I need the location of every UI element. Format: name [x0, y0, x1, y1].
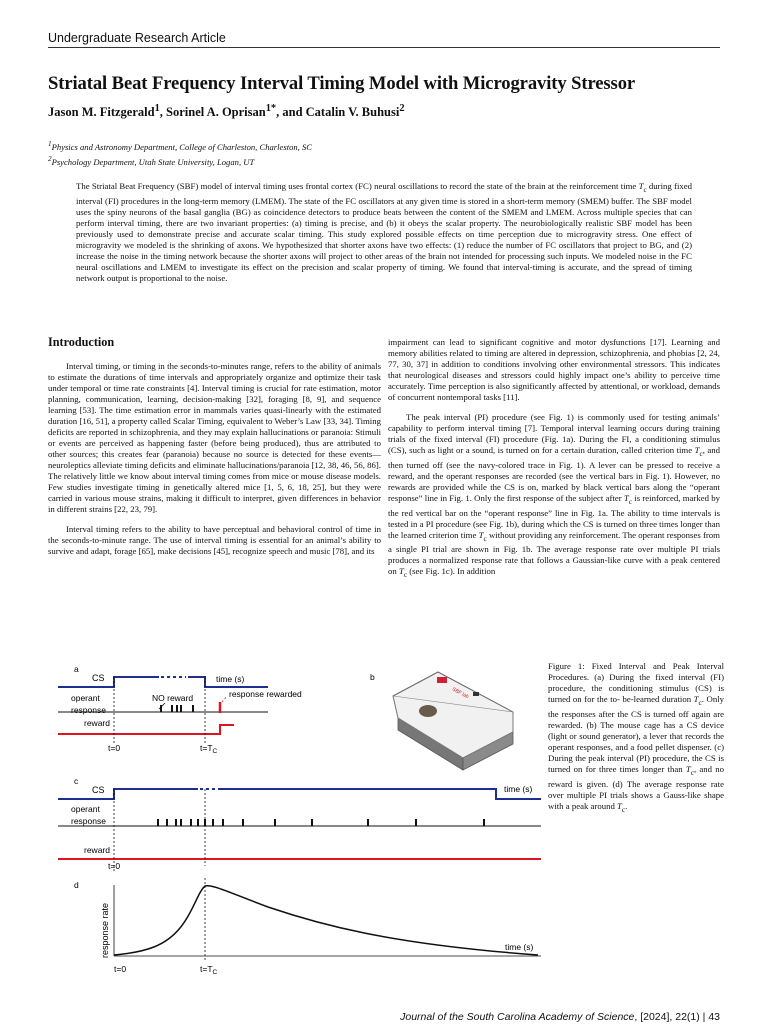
header-rule — [48, 47, 720, 48]
affiliation-1: $^1$Physics and Astronomy Department, College of Charleston, Charleston, SC — [48, 140, 313, 152]
ttc-label-a: $t=T_C$ — [200, 743, 218, 755]
cs-trace-c-on — [58, 789, 198, 799]
author-1-sup: 1 — [154, 103, 160, 114]
operant-label-c: operant — [71, 804, 100, 814]
cs-trace-c-off — [218, 789, 541, 799]
panel-label-b: b — [370, 672, 375, 682]
operant-label-a: operant — [71, 693, 100, 703]
journal-details: , [2024], 22(1) — [634, 1011, 700, 1023]
article-title: Striatal Beat Frequency Interval Timing Model with Microgravity Stressor — [48, 73, 636, 94]
cs-label-c: CS — [92, 785, 105, 795]
lever-icon — [473, 692, 479, 696]
intro-paragraph-4: The peak interval (PI) procedure (see Fig. 1) is commonly used for testing animals’ capability to perform interval timing [7]. Temporal interval learning occurs during training trials of the fixed interval (FI) procedure (Fig. 1a). During the FI, a conditioning stimulus (CS), such as light or a sound, is turned on for a certain duration, called criterion time $T_c$, and then turned off (see the navy-colored trace in Fig. 1). A lever can be pressed to receive a reward, and the operant responses are recorded (see the vertical bars in Fig. 1). However, no rewards are provided while the CS is on, marked by black vertical bars along the “operant response” line in Fig. 1. Only the first response of the subject after $T_c$ is reinforced, marked by the red vertical bar on the “operant response” line in Fig. 1a. The ability to time intervals is tested in a PI procedure (see Fig. 1b), during which the CS is turned on three times longer than the learned criterion time $T_c$ without providing any reinforcement. The operant responses from a single PI trial are shown in Fig. 1b. The average response rate over multiple PI trials produces a normalized response rate that follows a Gaussian-like curve with a peak centered on $T_c$ (see Fig. 1c). In addition — [388, 412, 720, 579]
panel-label-a: a — [74, 664, 79, 674]
intro-paragraph-3: impairment can lead to significant cognitive and motor dysfunctions [17]. Learning and memory abilities related to timing are altered in depression, schizophrenia, and phobias [2, 24, 77, 30, 37] in addition to conditions involving other environmental stressors. This indicates that neurological diseases and stressors could highly impact one’s ability to perceive time accurately. Time perception is also significantly affected by attentional, or workload, demands of concurrent nontemporal tasks [11]. — [388, 337, 720, 402]
response-rate-curve — [114, 886, 538, 955]
intro-paragraph-1: Interval timing, or timing in the seconds-to-minutes range, refers to the ability of animals to estimate the durations of time intervals and appropriately organize and optimize their task under temporal or time rate constraints [4]. Interval timing is crucial for rate estimation, motor planning, communication, learning, decision-making [32], foraging [8, 9], and sequence learning [53]. The time estimation error in mammals varies quasi-linearly with the estimated duration [16, 51], a property called Scalar Timing, equivalent to Weber’s Law [33, 34]. Timing deficits are reported in schizophrenia, and they may explain hallucinations or paranoia: Stimuli or events are perceived as happening faster (before being produced), thus are attributed to other sources; this creates fear (paranoia) because no source is detected for these events—neuroleptics alleviate timing deficits and eliminate hallucinations/paranoia [12, 38, 46, 56, 86]. The relatively little we know about interval timing comes from mice or mouse disease models. Few studies investigate timing in genetically altered mice [1, 5, 6, 18, 25], but they were carried in various mouse strains, making it difficult to interpret, given differences in behavior in different strains [22, 23, 79]. — [48, 361, 381, 514]
affiliation-2: $^2$Psychology Department, Utah State University, Logan, UT — [48, 155, 255, 167]
panel-label-c: c — [74, 776, 79, 786]
reward-label-c: reward — [84, 845, 110, 855]
response-rewarded-label: response rewarded — [229, 689, 302, 699]
author-3: Catalin V. Buhusi — [305, 105, 400, 120]
operant-responses-c — [158, 819, 484, 826]
panel-label-d: d — [74, 880, 79, 890]
time-label-a: time (s) — [216, 674, 245, 684]
intro-paragraph-2: Interval timing refers to the ability to have perceptual and behavioral control of time in the seconds-to-minute range. The use of interval timing is essential for an animal’s ability to survive and adapt, forage [65], make decisions [45], recognize speech and music [78], and its — [48, 524, 381, 556]
cs-trace-a-on — [58, 677, 159, 687]
author-list — [48, 103, 405, 120]
mouse-icon — [419, 705, 437, 717]
t0-label-c: t=0 — [108, 861, 121, 871]
cage-label: SBF lab — [451, 686, 470, 701]
time-label-c: time (s) — [504, 784, 533, 794]
response-label-a: response — [71, 705, 106, 715]
figure-1 — [48, 660, 548, 978]
ttc-label-d: $t=T_C$ — [200, 964, 218, 976]
author-sep-1: , — [159, 105, 167, 120]
reward-label-a: reward — [84, 718, 110, 728]
author-1: Jason M. Fitzgerald — [48, 105, 155, 120]
footer-separator: | — [699, 1011, 709, 1023]
author-3-sup: 2 — [399, 103, 405, 114]
section-heading-introduction: Introduction — [48, 335, 115, 349]
cs-label-a: CS — [92, 673, 105, 683]
rewarded-pointer — [222, 696, 227, 702]
mouse-cage-illustration — [393, 672, 513, 770]
operant-responses-a — [161, 705, 193, 712]
cs-device-icon — [437, 677, 447, 683]
author-sep-2: , and — [276, 105, 306, 120]
author-2: Sorinel A. Oprisan — [166, 105, 266, 120]
page-number: 43 — [708, 1011, 720, 1023]
abstract: The Striatal Beat Frequency (SBF) model of interval timing uses frontal cortex (FC) neural oscillations to record the state of the brain at the reinforcement time $T_c$ during fixed interval (FI) procedures in the long-term memory (LMEM). The state of the FC oscillators at any given time is stored in a short-term memory (SMEM) buffer. The SBF model uses the spiny neurons of the basal ganglia (BG) as coincidence detectors to produce beats between the content of the SMEM and LMEM. Across multiple species that can perform interval timing, there are two invariant properties: (a) timing is precise, and (b) it obeys the scalar property. The neurobiologically realistic SBF model has been previously used to demonstrate precise and accurate scalar timing. This study explored possible effects on time perception due to microgravity stress. One effect of microgravity we modeled is the shrinking of axons. We hypothesized that shorter axons have two effects: (1) reduce the number of FC oscillators that project to BG, and (2) increase the noise in the timing network because the shorter axons will project to other areas of the brain not intended for processing such inputs. We modeled noise in the FC neural oscillations and LMEM to investigate its effect on the precision and scalar property of timing. We found that interval-timing is accurate, and the spread of timing network output is proportional to the noise. — [76, 181, 693, 283]
response-rate-label: response rate — [100, 902, 110, 958]
figure-1-caption: Figure 1: Fixed Interval and Peak Interval Procedures. (a) During the fixed interval (FI) procedure, the conditioning stimulus (CS) is turned on for the to- be-learned duration $T_c$. Only the responses after the CS is turned off again are rewarded. (b) The mouse cage has a CS device (light or sound generator), a lever that records the operant responses, and a food pellet dispenser. (c) During the peak interval (PI) procedure, the CS is turned on for three times longer than $T_c$, and no reward is given. (d) The average response rate over multiple PI trials shows a Gauss-like shape with a peak around $T_c$. — [548, 661, 725, 814]
author-2-sup: 1* — [265, 103, 277, 114]
response-label-c: response — [71, 816, 106, 826]
running-header: Undergraduate Research Article — [48, 31, 226, 45]
left-column — [48, 337, 381, 566]
t0-label-d: t=0 — [114, 964, 127, 974]
right-column — [388, 337, 720, 590]
page-footer — [400, 1011, 720, 1023]
no-reward-label: NO reward — [152, 693, 194, 703]
t0-label-a: t=0 — [108, 743, 121, 753]
journal-name: Journal of the South Carolina Academy of Science — [400, 1011, 635, 1023]
time-label-d: time (s) — [505, 942, 534, 952]
